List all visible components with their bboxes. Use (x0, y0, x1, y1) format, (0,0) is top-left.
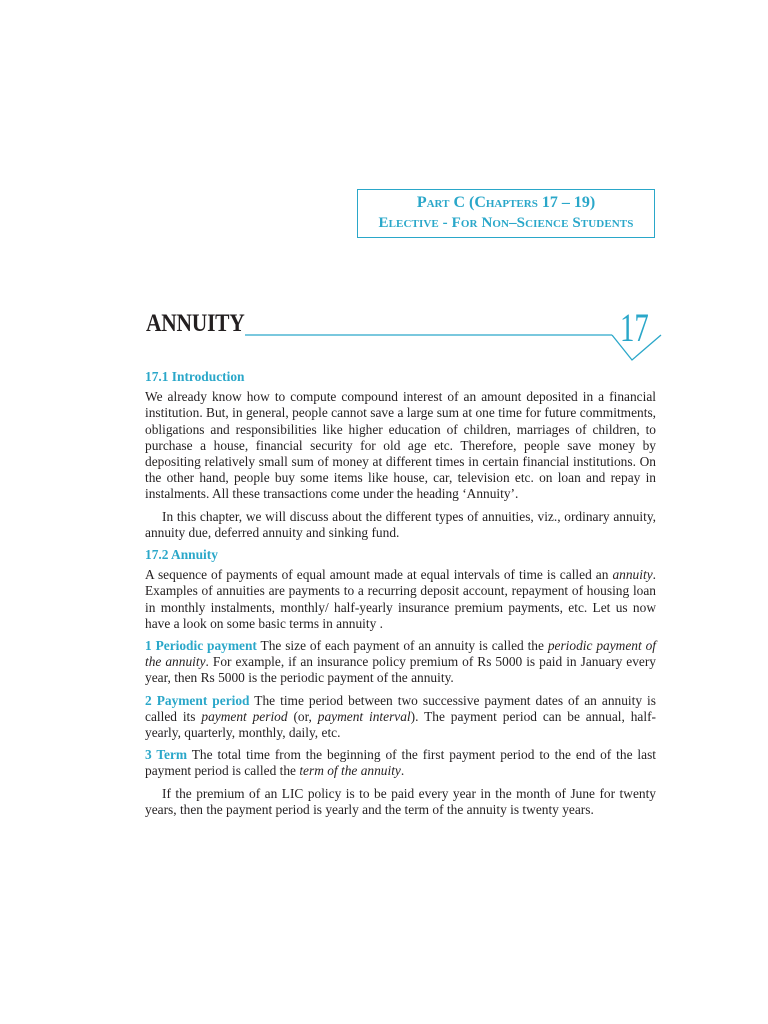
section-heading-introduction: 17.1 Introduction (145, 369, 245, 384)
section-heading-annuity: 17.2 Annuity (145, 547, 218, 563)
term-label: 1 Periodic payment (145, 638, 257, 654)
chapter-number: 17 (620, 305, 649, 350)
term-term: 3 Term The total time from the beginning of the first payment period to the end of the last payment period is called the term of the annuity. (145, 747, 656, 779)
term-label: 3 Term (145, 747, 188, 763)
term-label: 2 Payment period (145, 692, 250, 708)
intro-paragraph: We already know how to compute compound interest of an amount deposited in a financial institution. But, in general, people cannot save a large sum at one time for future commitments, obligations and responsibilities like higher education of children, marriages of children, to purchase a house, financial security for old age etc. Therefore, people save money by depositing relatively small sum of money at different times in certain financial institutions. On the other hand, people buy some items like house, car, television etc. on loan and repay in instalments. All these transactions come under the heading ‘Annuity’. (145, 389, 656, 502)
intro-paragraph-2: In this chapter, we will discuss about the different types of annuities, viz., ordinary annuity, annuity due, deferred annuity and sinking fund. (145, 508, 656, 540)
annuity-definition: A sequence of payments of equal amount made at equal intervals of time is called an annuity. Examples of annuities are payments to a recurring deposit account, repayment of housing loan in monthly instalments, monthly/ half-yearly insurance premium payments, etc. Let us now have a look on some basic terms in annuity . (145, 567, 656, 631)
term-payment-period: 2 Payment period The time period between two successive payment dates of an annuity is called its payment period (or, payment interval). The payment period can be annual, half-yearly, quarterly, monthly, daily, etc. (145, 692, 656, 741)
part-title: Part C (Chapters 17 – 19) (416, 194, 596, 211)
term-periodic-payment: 1 Periodic payment The size of each payment of an annuity is called the periodic payment of the annuity. For example, if an insurance policy premium of Rs 5000 is paid in January every year, then Rs 5000 is the periodic payment of the annuity. (145, 638, 656, 686)
chapter-rule (0, 0, 768, 380)
chapter-title: ANNUITY (146, 310, 245, 337)
closing-paragraph: If the premium of an LIC policy is to be paid every year in the month of June for twenty years, then the payment period is yearly and the term of the annuity is twenty years. (145, 785, 656, 817)
part-subtitle: Elective - For Non–Science Students (378, 215, 634, 231)
chapter-content (145, 369, 656, 824)
